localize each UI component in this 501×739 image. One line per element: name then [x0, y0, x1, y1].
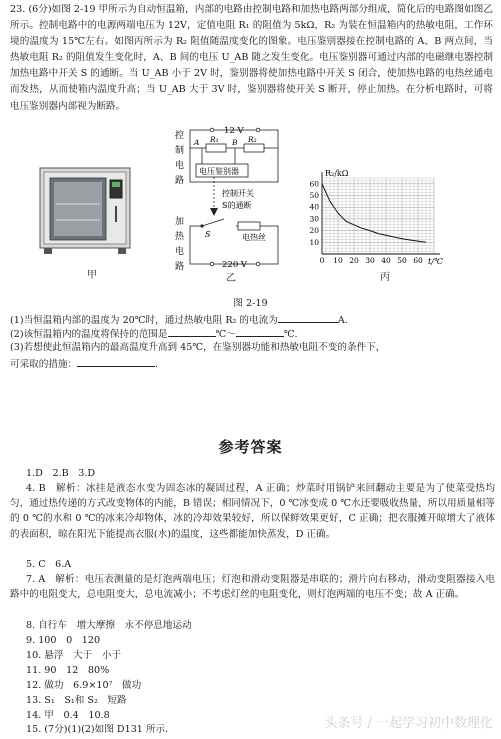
- voltage-12v: 12 V: [224, 126, 244, 136]
- control-switch-label-2: S的通断: [222, 201, 252, 210]
- answer-5-6: 5. C 6.A: [26, 559, 72, 570]
- chart-grid: [322, 178, 434, 254]
- node-a-label: A: [194, 138, 200, 147]
- question-1-unit: A.: [337, 315, 348, 326]
- answer-4: 4. B 解析：冰挂是液态水变为固态冰的凝固过程，A 正确；炒菜时用锅铲来回翻动主要是为了使菜受热均匀，通过热传递的方式改变物体的内能，B 错误；相同情况下，0 ℃冰变成 0 ℃水还要吸收热量，所以用质量相等的 0 ℃的水和 0 ℃的冰来冷却物体，冰的冷却效果较好，所以保鲜效果更好，C 正确；把衣服摊开晾增大了液体的表面积，晾在阳光下能提高衣服(水)的温度，这些都能加快蒸发，D 正确。: [10, 483, 495, 540]
- answer-10: 10. 悬浮 大于 小于: [26, 650, 122, 661]
- incubator-illustration: [30, 162, 150, 262]
- label-jia: 甲: [87, 270, 97, 281]
- detector-label: 电压鉴别器: [199, 167, 239, 176]
- circuit-diagram: [172, 122, 287, 272]
- control-char-4: 路: [175, 176, 185, 186]
- answer-15: 15. (7分)(1)(2)如图 D131 所示.: [26, 724, 169, 735]
- label-bing: 丙: [380, 272, 390, 283]
- control-char-1: 控: [175, 131, 185, 141]
- chart-x-tick-label: 30: [365, 256, 375, 265]
- question-intro: 23. (6分)如图 2-19 甲所示为自动恒温箱，内部的电路由控制电路和加热电路两部分组成，简化后的电路图如图乙所示。控制电路中的电源两端电压为 12V，定值电阻 R₁ 的阻值为 5kΩ，R₂ 为装在恒温箱内的热敏电阻，工作环境的温度为 15℃左右。如图丙所示为 R₂ 阻值随温度变化的图象。电压鉴别器接在控制电路的 A、B 两点间，当热敏电阻 R₂ 的阻值发生变化时，A、B 间的电压 U_AB 随之发生变化。电压鉴别器可通过内部的电磁继电器控制加热电路中开关 S 的通断。当 U_AB 小于 2V 时，鉴别器将使加热电路中开关 S 闭合，使加热电路的电热丝通电而发热，从而使箱内温度升高；当 U_AB 大于 3V 时，鉴别器将使开关 S 断开，停止加热。在分析电路时，可将电压鉴别器内部视为断路。: [10, 4, 493, 112]
- chart-x-tick-label: 0: [319, 256, 325, 265]
- r2-label: R₂: [248, 135, 257, 144]
- heating-char-4: 路: [175, 262, 185, 272]
- question-2-mid: ℃～: [215, 329, 236, 340]
- answer-blank-2[interactable]: [168, 325, 216, 337]
- chart-x-tick-label: 50: [397, 256, 407, 265]
- answers-title: 参考答案: [218, 438, 283, 456]
- chart-x-tick-label: 10: [333, 256, 343, 265]
- control-switch-label-1: 控制开关: [222, 189, 254, 198]
- node-b-label: B: [232, 138, 238, 147]
- heating-char-1: 加: [175, 217, 185, 227]
- watermark: 头条号 / 一起学习初中数理化: [324, 716, 493, 731]
- chart-x-axis-label: t/℃: [428, 257, 443, 266]
- answer-11: 11. 90 12 80%: [26, 665, 110, 676]
- chart-x-tick-label: 60: [413, 256, 423, 265]
- chart-y-axis-label: R₂/kΩ: [325, 169, 349, 178]
- control-char-2: 制: [175, 146, 185, 156]
- answer-blank-1[interactable]: [278, 311, 338, 323]
- chart-y-tick-label: 60: [309, 179, 319, 189]
- chart-x-tick-label: 20: [349, 256, 359, 265]
- resistance-temperature-chart: [300, 168, 450, 268]
- answer-blank-4[interactable]: [77, 355, 155, 367]
- heating-char-2: 热: [175, 232, 185, 242]
- chart-x-tick-label: 40: [381, 256, 391, 265]
- switch-s-label: S: [205, 230, 211, 239]
- answer-7: 7. A 解析：电压表测量的是灯泡两端电压；灯泡和滑动变阻器是串联的；滑片向右移动，滑动变阻器接入电路中的电阻变大，总电阻变大，总电流减小；不考虑灯丝的电阻变化，则灯泡两端的电压不变；故 A 正确。: [10, 574, 495, 601]
- figure-caption: 图 2-19: [233, 298, 268, 309]
- chart-y-tick-label: 30: [309, 214, 319, 224]
- voltage-220v: 220 V: [222, 260, 248, 270]
- question-3-cont: [10, 355, 158, 372]
- answer-14: 14. 甲 0.4 10.8: [26, 710, 110, 721]
- answer-9: 9. 100 0 120: [26, 635, 101, 646]
- control-char-3: 电: [175, 161, 185, 171]
- answer-1-3: 1.D 2.B 3.D: [26, 468, 96, 479]
- answer-13: 13. S₁ S₁和 S₂ 短路: [26, 695, 127, 706]
- label-yi: 乙: [226, 273, 236, 284]
- r1-label: R₁: [210, 135, 219, 144]
- question-2-text: (2)该恒温箱内的温度将保持的范围是: [10, 329, 168, 340]
- answer-12: 12. 做功 6.9×10⁷ 做功: [26, 680, 142, 691]
- question-1-text: (1)当恒温箱内部的温度为 20℃时，通过热敏电阻 R₂ 的电流为: [10, 315, 278, 326]
- chart-y-tick-label: 20: [309, 226, 319, 236]
- heating-char-3: 电: [175, 247, 185, 257]
- chart-y-tick-label: 40: [309, 202, 319, 212]
- chart-y-tick-label: 10: [309, 237, 319, 247]
- answer-blank-3[interactable]: [236, 325, 284, 337]
- question-3-text: 可采取的措施：: [10, 359, 78, 370]
- question-3: (3)若想使此恒温箱内的最高温度升高到 45℃，在鉴别器功能和热敏电阻不变的条件下，: [10, 342, 386, 353]
- question-2-end: ℃.: [283, 329, 298, 340]
- heater-label: 电热丝: [242, 233, 266, 242]
- question-3-end: .: [155, 359, 159, 370]
- answer-8: 8. 自行车 增大摩擦 永不停息地运动: [26, 620, 192, 631]
- chart-y-tick-label: 50: [309, 191, 319, 201]
